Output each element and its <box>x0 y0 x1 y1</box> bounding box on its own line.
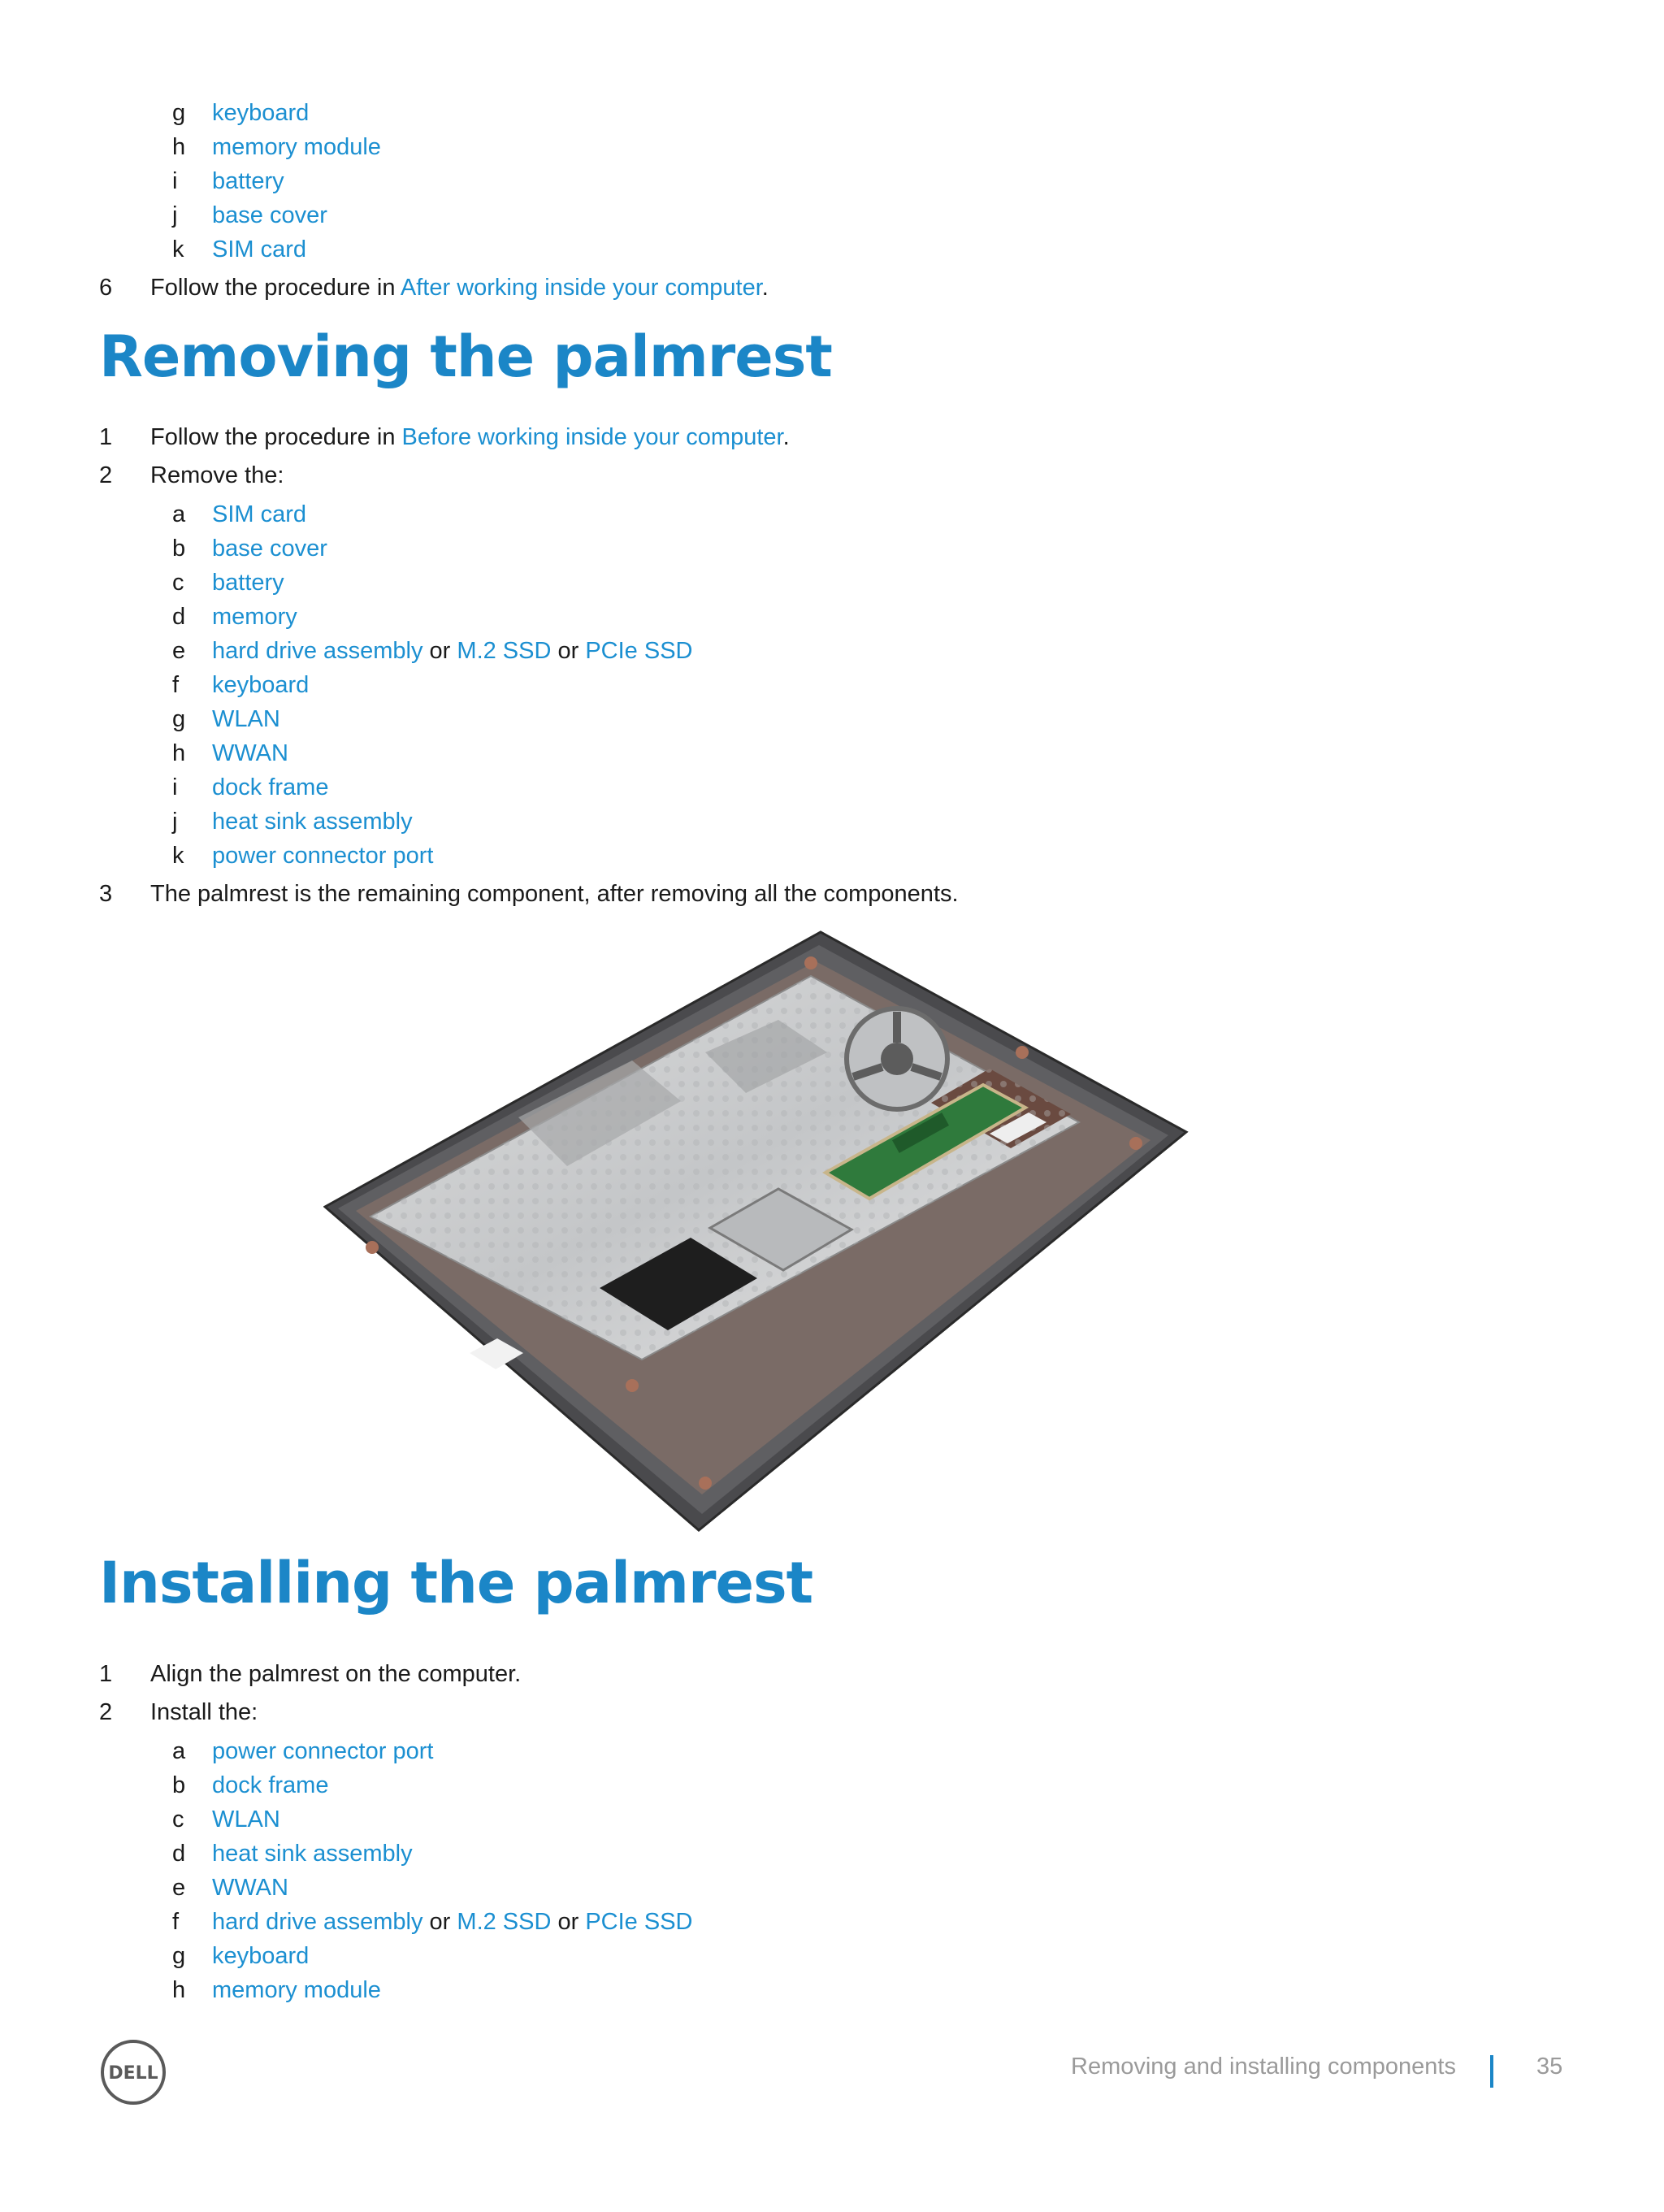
palmrest-photo <box>323 930 1190 1532</box>
link-dock-frame[interactable]: dock frame <box>212 774 329 800</box>
link-keyboard[interactable]: keyboard <box>212 1943 310 1969</box>
link-heat-sink-assembly[interactable]: heat sink assembly <box>212 1841 413 1867</box>
link-pcie-ssd[interactable]: PCIe SSD <box>585 638 693 664</box>
link-keyboard[interactable]: keyboard <box>212 100 310 126</box>
link-memory[interactable]: memory <box>212 604 297 630</box>
link-base-cover[interactable]: base cover <box>212 536 327 562</box>
step-text: Follow the procedure in Before working inside your computer. <box>150 424 790 450</box>
link-heat-sink-assembly[interactable]: heat sink assembly <box>212 809 413 835</box>
link-wlan[interactable]: WLAN <box>212 706 280 732</box>
link-memory-module[interactable]: memory module <box>212 1977 381 2003</box>
link-hard-drive-assembly[interactable]: hard drive assembly <box>212 1909 423 1935</box>
link-hard-drive-assembly[interactable]: hard drive assembly <box>212 638 423 664</box>
link-m2-ssd[interactable]: M.2 SSD <box>457 1909 552 1935</box>
dell-logo <box>99 2038 167 2106</box>
step-text: The palmrest is the remaining component, after removing all the components. <box>150 881 959 907</box>
step-text: Align the palmrest on the computer. <box>150 1661 522 1687</box>
link-power-connector-port[interactable]: power connector port <box>212 843 434 869</box>
link-battery[interactable]: battery <box>212 570 284 596</box>
list-item-text: hard drive assembly or M.2 SSD or PCIe SSD <box>212 1909 693 1935</box>
page-number: 35 <box>1536 2054 1563 2080</box>
link-wwan[interactable]: WWAN <box>212 1875 288 1901</box>
link-power-connector-port[interactable]: power connector port <box>212 1738 434 1764</box>
step-text: Install the: <box>150 1699 258 1725</box>
link-wlan[interactable]: WLAN <box>212 1806 280 1832</box>
link-keyboard[interactable]: keyboard <box>212 672 310 698</box>
link-wwan[interactable]: WWAN <box>212 740 288 766</box>
footer-divider <box>1490 2055 1493 2088</box>
step-text: Remove the: <box>150 462 284 488</box>
link-pcie-ssd[interactable]: PCIe SSD <box>585 1909 693 1935</box>
svg-text:DELL: DELL <box>108 2063 158 2084</box>
link-after-working[interactable]: After working inside your computer <box>400 275 762 301</box>
link-dock-frame[interactable]: dock frame <box>212 1772 329 1798</box>
step-text: Follow the procedure in After working inside your computer. <box>150 275 769 301</box>
section-heading-removing: Removing the palmrest <box>99 323 832 390</box>
link-base-cover[interactable]: base cover <box>212 202 327 228</box>
link-memory-module[interactable]: memory module <box>212 134 381 160</box>
footer-section-title: Removing and installing components <box>1071 2054 1456 2080</box>
list-item-text: hard drive assembly or M.2 SSD or PCIe SSD <box>212 638 693 664</box>
section-heading-installing: Installing the palmrest <box>99 1550 813 1616</box>
link-battery[interactable]: battery <box>212 168 284 194</box>
link-sim-card[interactable]: SIM card <box>212 501 307 527</box>
link-m2-ssd[interactable]: M.2 SSD <box>457 638 552 664</box>
link-before-working[interactable]: Before working inside your computer <box>401 424 783 450</box>
link-sim-card[interactable]: SIM card <box>212 236 307 262</box>
